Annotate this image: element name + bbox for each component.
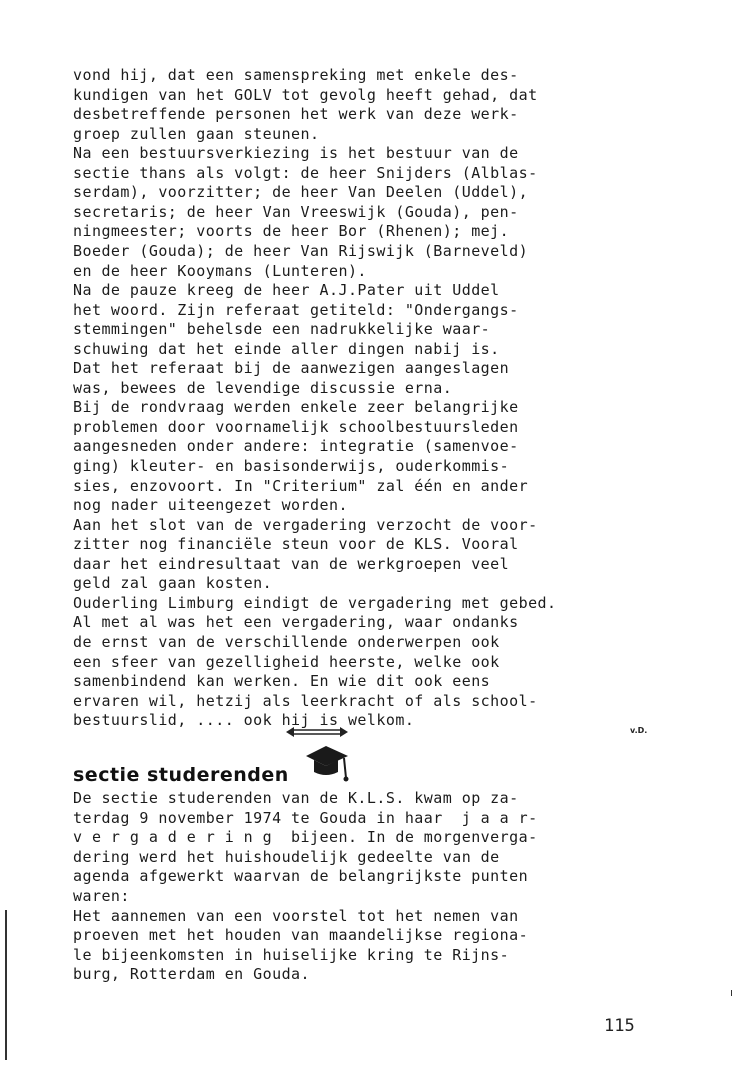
- text-line: agenda afgewerkt waarvan de belangrijkste punten: [73, 867, 529, 886]
- text-line: Aan het slot van de vergadering verzocht de voor-: [73, 515, 538, 534]
- text-line: zitter nog financiële steun voor de KLS. Vooral: [73, 535, 519, 554]
- text-line: schuwing dat het einde aller dingen nabij is.: [73, 339, 500, 358]
- text-line: bestuurslid, .... ook hij is welkom.: [73, 711, 415, 730]
- text-line: burg, Rotterdam en Gouda.: [73, 965, 311, 984]
- text-line: proeven met het houden van maandelijkse regiona-: [73, 926, 529, 945]
- text-line: terdag 9 november 1974 te Gouda in haar j a a r-: [73, 808, 538, 827]
- text-line: ervaren wil, hetzij als leerkracht of als school-: [73, 691, 538, 710]
- text-line: Al met al was het een vergadering, waar ondanks: [73, 613, 519, 632]
- text-line: ningmeester; voorts de heer Bor (Rhenen); mej.: [73, 222, 510, 241]
- text-line: Ouderling Limburg eindigt de vergadering met gebed.: [73, 593, 557, 612]
- section-heading: sectie studerenden: [73, 764, 289, 786]
- text-line: Het aannemen van een voorstel tot het nemen van: [73, 906, 519, 925]
- graduation-cap-icon: [304, 744, 350, 784]
- text-line: v e r g a d e r i n g bijeen. In de morgenverga-: [73, 828, 538, 847]
- text-line: le bijeenkomsten in huiselijke kring te Rijns-: [73, 945, 510, 964]
- scan-edge-mark: [5, 910, 7, 1060]
- text-line: kundigen van het GOLV tot gevolg heeft gehad, dat: [73, 85, 538, 104]
- text-line: dering werd het huishoudelijk gedeelte van de: [73, 847, 500, 866]
- text-line: groep zullen gaan steunen.: [73, 124, 320, 143]
- text-line: nog nader uiteengezet worden.: [73, 496, 348, 515]
- scan-edge-mark: [731, 990, 732, 996]
- text-line: Na de pauze kreeg de heer A.J.Pater uit Uddel: [73, 281, 500, 300]
- text-line: ging) kleuter- en basisonderwijs, ouderkommis-: [73, 457, 510, 475]
- text-line: aangesneden onder andere: integratie (samenvoe-: [73, 437, 519, 456]
- text-line: serdam), voorzitter; de heer Van Deelen (Uddel),: [73, 183, 529, 202]
- text-line: de ernst van de verschillende onderwerpen ook: [73, 632, 500, 651]
- text-line: was, bewees de levendige discussie erna.: [73, 378, 453, 397]
- text-line: De sectie studerenden van de K.L.S. kwam op za-: [73, 789, 519, 807]
- text-line: secretaris; de heer Van Vreeswijk (Gouda), pen-: [73, 202, 519, 221]
- page-number: 115: [604, 1016, 635, 1036]
- text-line: stemmingen" behelsde een nadrukkelijke waar-: [73, 320, 491, 339]
- double-arrow-divider-icon: [286, 727, 348, 737]
- text-line: en de heer Kooymans (Lunteren).: [73, 261, 367, 280]
- text-line: geld zal gaan kosten.: [73, 574, 273, 593]
- text-line: waren:: [73, 887, 130, 905]
- text-line: sies, enzovoort. In "Criterium" zal één en ander: [73, 476, 529, 495]
- text-line: sectie thans als volgt: de heer Snijders (Alblas-: [73, 163, 538, 182]
- text-line: vond hij, dat een samenspreking met enkele des-: [73, 66, 519, 84]
- text-line: Bij de rondvraag werden enkele zeer belangrijke: [73, 398, 519, 417]
- text-line: problemen door voornamelijk schoolbestuursleden: [73, 417, 519, 436]
- text-line: samenbindend kan werken. En wie dit ook eens: [73, 672, 491, 691]
- text-line: daar het eindresultaat van de werkgroepen veel: [73, 554, 510, 573]
- text-line: een sfeer van gezelligheid heerste, welke ook: [73, 652, 500, 671]
- text-line: desbetreffende personen het werk van deze werk-: [73, 105, 519, 124]
- text-line: Dat het referaat bij de aanwezigen aangeslagen: [73, 359, 510, 378]
- text-line: Boeder (Gouda); de heer Van Rijswijk (Barneveld): [73, 241, 529, 260]
- text-line: het woord. Zijn referaat getiteld: "Ondergangs-: [73, 300, 519, 319]
- author-initials: v.D.: [630, 726, 648, 735]
- text-line: Na een bestuursverkiezing is het bestuur van de: [73, 144, 519, 163]
